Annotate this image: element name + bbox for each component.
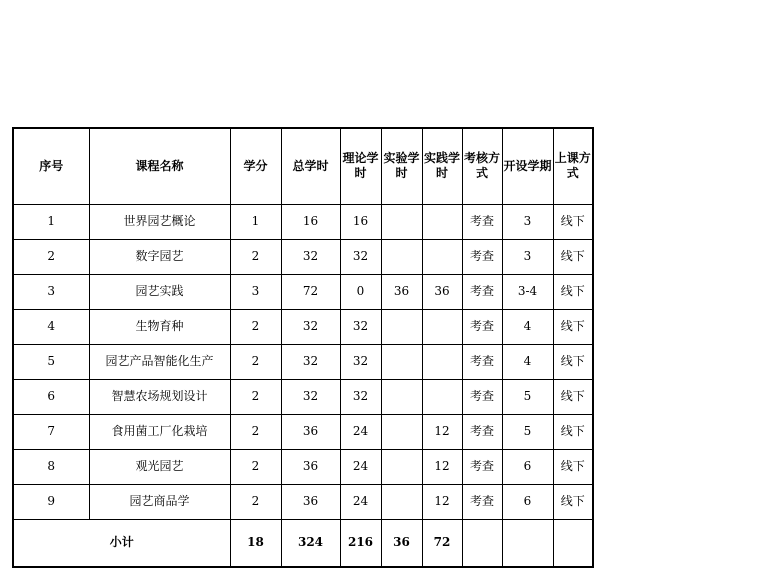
subtotal-mode — [553, 519, 593, 567]
table-row — [13, 344, 593, 379]
cell-seq: 1 — [13, 204, 89, 239]
cell-assessment: 考查 — [462, 379, 502, 414]
cell-course-name: 数字园艺 — [89, 239, 230, 274]
header-theory-hours: 理论学时 — [340, 128, 381, 204]
cell-mode: 线下 — [553, 379, 593, 414]
cell-semester: 3 — [502, 239, 553, 274]
cell-credit: 3 — [230, 274, 281, 309]
cell-seq: 9 — [13, 484, 89, 519]
cell-credit: 2 — [230, 484, 281, 519]
cell-seq: 4 — [13, 309, 89, 344]
table-row — [13, 449, 593, 484]
cell-practice-hours: 12 — [422, 414, 462, 449]
cell-practice-hours — [422, 379, 462, 414]
cell-credit: 2 — [230, 239, 281, 274]
cell-assessment: 考查 — [462, 414, 502, 449]
header-credit: 学分 — [230, 128, 281, 204]
subtotal-total-hours: 324 — [281, 519, 340, 567]
cell-theory-hours: 24 — [340, 484, 381, 519]
cell-assessment: 考查 — [462, 274, 502, 309]
header-assessment: 考核方式 — [462, 128, 502, 204]
cell-total-hours: 32 — [281, 344, 340, 379]
header-seq: 序号 — [13, 128, 89, 204]
cell-theory-hours: 0 — [340, 274, 381, 309]
subtotal-assessment — [462, 519, 502, 567]
cell-semester: 6 — [502, 449, 553, 484]
cell-assessment: 考查 — [462, 309, 502, 344]
cell-credit: 2 — [230, 309, 281, 344]
cell-practice-hours: 12 — [422, 449, 462, 484]
cell-credit: 2 — [230, 379, 281, 414]
cell-practice-hours — [422, 309, 462, 344]
subtotal-lab-hours: 36 — [381, 519, 422, 567]
cell-mode: 线下 — [553, 239, 593, 274]
cell-total-hours: 32 — [281, 379, 340, 414]
subtotal-theory-hours: 216 — [340, 519, 381, 567]
cell-theory-hours: 32 — [340, 379, 381, 414]
cell-mode: 线下 — [553, 309, 593, 344]
cell-credit: 1 — [230, 204, 281, 239]
cell-lab-hours — [381, 379, 422, 414]
table-row — [13, 204, 593, 239]
cell-semester: 6 — [502, 484, 553, 519]
cell-course-name: 观光园艺 — [89, 449, 230, 484]
table-row — [13, 239, 593, 274]
table-row — [13, 414, 593, 449]
cell-mode: 线下 — [553, 414, 593, 449]
cell-lab-hours — [381, 344, 422, 379]
cell-total-hours: 36 — [281, 449, 340, 484]
cell-course-name: 园艺商品学 — [89, 484, 230, 519]
cell-semester: 4 — [502, 309, 553, 344]
subtotal-practice-hours: 72 — [422, 519, 462, 567]
cell-seq: 8 — [13, 449, 89, 484]
header-lab-hours: 实验学时 — [381, 128, 422, 204]
cell-mode: 线下 — [553, 274, 593, 309]
cell-practice-hours: 12 — [422, 484, 462, 519]
header-total-hours: 总学时 — [281, 128, 340, 204]
header-mode: 上课方式 — [553, 128, 593, 204]
cell-lab-hours — [381, 449, 422, 484]
table-row — [13, 379, 593, 414]
cell-course-name: 园艺产品智能化生产 — [89, 344, 230, 379]
cell-lab-hours — [381, 414, 422, 449]
cell-theory-hours: 32 — [340, 239, 381, 274]
cell-total-hours: 72 — [281, 274, 340, 309]
cell-credit: 2 — [230, 414, 281, 449]
header-semester: 开设学期 — [502, 128, 553, 204]
subtotal-semester — [502, 519, 553, 567]
cell-mode: 线下 — [553, 484, 593, 519]
cell-mode: 线下 — [553, 449, 593, 484]
table-header-row — [13, 128, 593, 204]
header-course-name: 课程名称 — [89, 128, 230, 204]
cell-total-hours: 16 — [281, 204, 340, 239]
cell-course-name: 世界园艺概论 — [89, 204, 230, 239]
cell-seq: 5 — [13, 344, 89, 379]
cell-semester: 3 — [502, 204, 553, 239]
cell-lab-hours — [381, 484, 422, 519]
cell-seq: 7 — [13, 414, 89, 449]
cell-total-hours: 32 — [281, 239, 340, 274]
cell-semester: 5 — [502, 414, 553, 449]
cell-theory-hours: 24 — [340, 414, 381, 449]
cell-seq: 2 — [13, 239, 89, 274]
table-row — [13, 274, 593, 309]
cell-assessment: 考查 — [462, 344, 502, 379]
subtotal-label: 小计 — [13, 519, 230, 567]
cell-lab-hours — [381, 204, 422, 239]
cell-course-name: 生物育种 — [89, 309, 230, 344]
table-row — [13, 309, 593, 344]
cell-theory-hours: 32 — [340, 344, 381, 379]
subtotal-credit: 18 — [230, 519, 281, 567]
course-table — [12, 127, 594, 568]
cell-total-hours: 36 — [281, 484, 340, 519]
cell-mode: 线下 — [553, 204, 593, 239]
cell-lab-hours — [381, 239, 422, 274]
cell-seq: 6 — [13, 379, 89, 414]
cell-semester: 4 — [502, 344, 553, 379]
cell-credit: 2 — [230, 344, 281, 379]
subtotal-row — [13, 519, 593, 567]
cell-lab-hours — [381, 309, 422, 344]
cell-total-hours: 36 — [281, 414, 340, 449]
table-row — [13, 484, 593, 519]
cell-practice-hours — [422, 239, 462, 274]
cell-theory-hours: 16 — [340, 204, 381, 239]
cell-total-hours: 32 — [281, 309, 340, 344]
cell-assessment: 考查 — [462, 239, 502, 274]
cell-course-name: 食用菌工厂化栽培 — [89, 414, 230, 449]
cell-assessment: 考查 — [462, 204, 502, 239]
cell-semester: 3-4 — [502, 274, 553, 309]
cell-assessment: 考查 — [462, 449, 502, 484]
cell-seq: 3 — [13, 274, 89, 309]
cell-credit: 2 — [230, 449, 281, 484]
cell-lab-hours: 36 — [381, 274, 422, 309]
cell-practice-hours — [422, 204, 462, 239]
cell-practice-hours — [422, 344, 462, 379]
cell-practice-hours: 36 — [422, 274, 462, 309]
cell-semester: 5 — [502, 379, 553, 414]
header-practice-hours: 实践学时 — [422, 128, 462, 204]
cell-theory-hours: 24 — [340, 449, 381, 484]
cell-course-name: 智慧农场规划设计 — [89, 379, 230, 414]
cell-theory-hours: 32 — [340, 309, 381, 344]
cell-mode: 线下 — [553, 344, 593, 379]
cell-course-name: 园艺实践 — [89, 274, 230, 309]
cell-assessment: 考查 — [462, 484, 502, 519]
